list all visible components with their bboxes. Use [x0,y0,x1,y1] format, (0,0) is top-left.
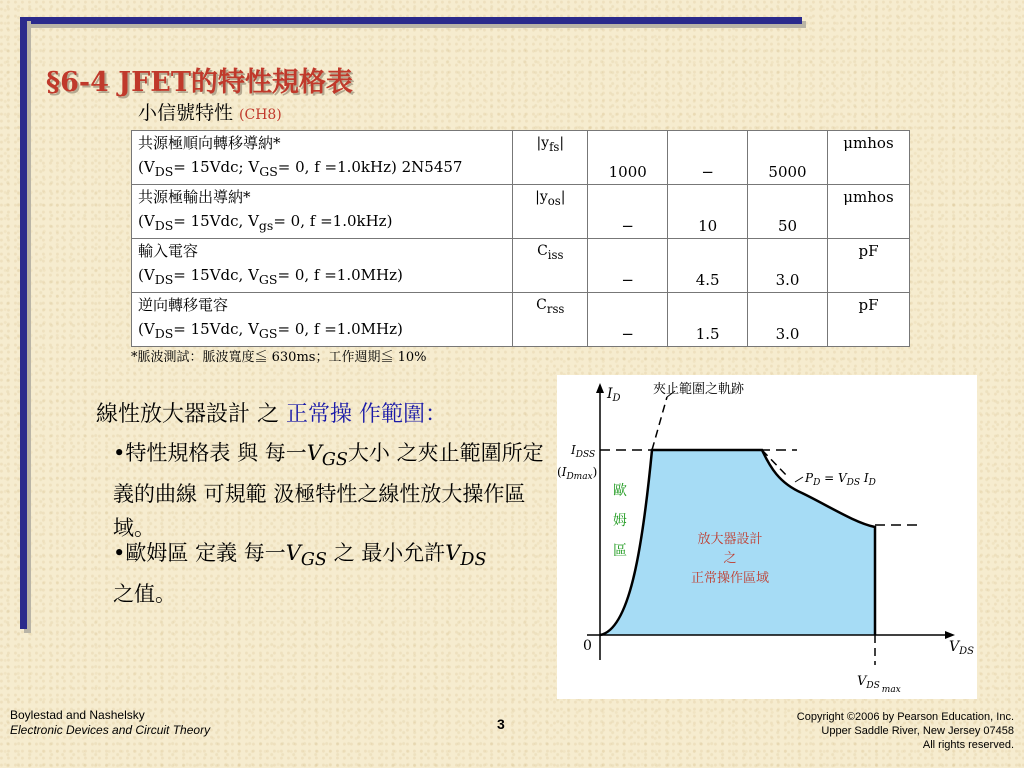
pinchoff-locus-label: 夾止範圍之軌跡 [653,382,745,397]
unit-cell: μmhos [827,185,909,239]
min-value: 1000 [588,131,668,185]
param-cell [132,293,513,347]
min-value: − [588,239,668,293]
min-value: − [588,293,668,347]
unit-cell: pF [827,293,909,347]
frame-top-bar [20,17,802,24]
param-cell [132,185,513,239]
max-value: 50 [748,185,828,239]
ohmic-region-label-1: 歐 [613,483,627,499]
y-axis-arrow [596,383,604,393]
param-name: 輸入電容 [138,242,199,260]
slide-subtitle [138,98,282,125]
param-condition: ($V_{DS}= 15Vdc$, $V_{GS}= 0$, f =1.0MHz) [138,266,403,287]
frame-left-bar [20,17,27,629]
region-label-2: 之 [723,551,737,566]
typ-value: 10 [668,185,748,239]
idss-label: $I_{DSS}$ [571,443,596,460]
bullet-item: •特性規格表 與 每一$V_{GS}$大小 之夾止範圍所定義的曲線 可規範 汲極特性之線性放大操作區域。 [113,441,544,541]
param-condition: ($V_{DS}= 15Vdc$, $V_{gs}= 0$, f =1.0kHz) [138,212,393,233]
subtitle-text: 小信號特性 [138,102,234,124]
param-name: 共源極順向轉移導納* [138,134,281,152]
param-cell [132,131,513,185]
pd-callout-line [795,477,803,482]
typ-value: 1.5 [668,293,748,347]
vdsmax-label: $V_{DS}$ $_{max}$ [857,674,901,695]
typ-value: 4.5 [668,239,748,293]
max-value: 5000 [748,131,828,185]
idmax-label: $(I_{Dmax})$ [557,465,598,482]
param-name: 逆向轉移電容 [138,296,229,314]
section-heading: 線性放大器設計 之 正常操 作範圍： [96,402,447,427]
region-label-1: 放大器設計 [697,532,763,547]
subtitle-ref: (CH8) [239,107,282,123]
ohmic-region-label-2: 姆 [613,513,627,529]
table-row [132,131,910,185]
section-highlight: 正常操 作範圍： [286,402,447,427]
page-number: 3 [497,716,505,732]
x-axis-arrow [945,631,955,639]
max-value: 3.0 [748,293,828,347]
param-name: 共源極輸出導納* [138,188,251,206]
ohmic-region-label-3: 區 [613,543,627,559]
footer-copyright [797,710,1014,752]
y-axis-label: $I_D$ [607,386,621,404]
operating-region-diagram [557,375,977,699]
symbol-cell: $C_{rss}$ [513,293,588,347]
unit-cell: pF [827,239,909,293]
typ-value: − [668,131,748,185]
table-row [132,185,910,239]
param-cell [132,239,513,293]
pd-label: $P_D = V_{DS}$ $I_D$ [805,471,876,488]
param-condition: ($V_{DS}= 15Vdc$; $V_{GS}= 0$, f =1.0kHz) 2N5457 [138,158,463,179]
unit-cell: μmhos [827,131,909,185]
copyright-line: Copyright ©2006 by Pearson Education, Inc. [796,711,1014,723]
symbol-cell: $C_{iss}$ [513,239,588,293]
footer-credits [10,708,210,738]
slide-title: §6-4 JFET的特性規格表 [46,67,353,98]
min-value: − [588,185,668,239]
table-footnote: *脈波測試：脈波寬度≦ 630ms；工作週期≦ 10% [131,350,427,365]
pinchoff-locus-line [652,397,667,450]
origin-label: 0 [583,638,592,654]
region-label-3: 正常操作區域 [690,571,770,586]
table-row [132,239,910,293]
address-line: Upper Saddle River, New Jersey 07458 [821,725,1014,737]
x-axis-label: $V_{DS}$ [949,639,974,657]
footer-book-title: Electronic Devices and Circuit Theory [10,723,211,737]
param-condition: ($V_{DS}= 15Vdc$, $V_{GS}= 0$, f =1.0MHz) [138,320,403,341]
table-row [132,293,910,347]
bullet-item: •歐姆區 定義 每一$V_{GS}$ 之 最小允許$V_{DS}$ 之值。 [113,541,487,607]
rights-line: All rights reserved. [922,739,1014,751]
symbol-cell: $|y_{fs}|$ [513,131,588,185]
symbol-cell: $|y_{os}|$ [513,185,588,239]
footer-authors: Boylestad and Nashelsky [10,708,145,722]
max-value: 3.0 [748,239,828,293]
spec-table [131,130,910,347]
